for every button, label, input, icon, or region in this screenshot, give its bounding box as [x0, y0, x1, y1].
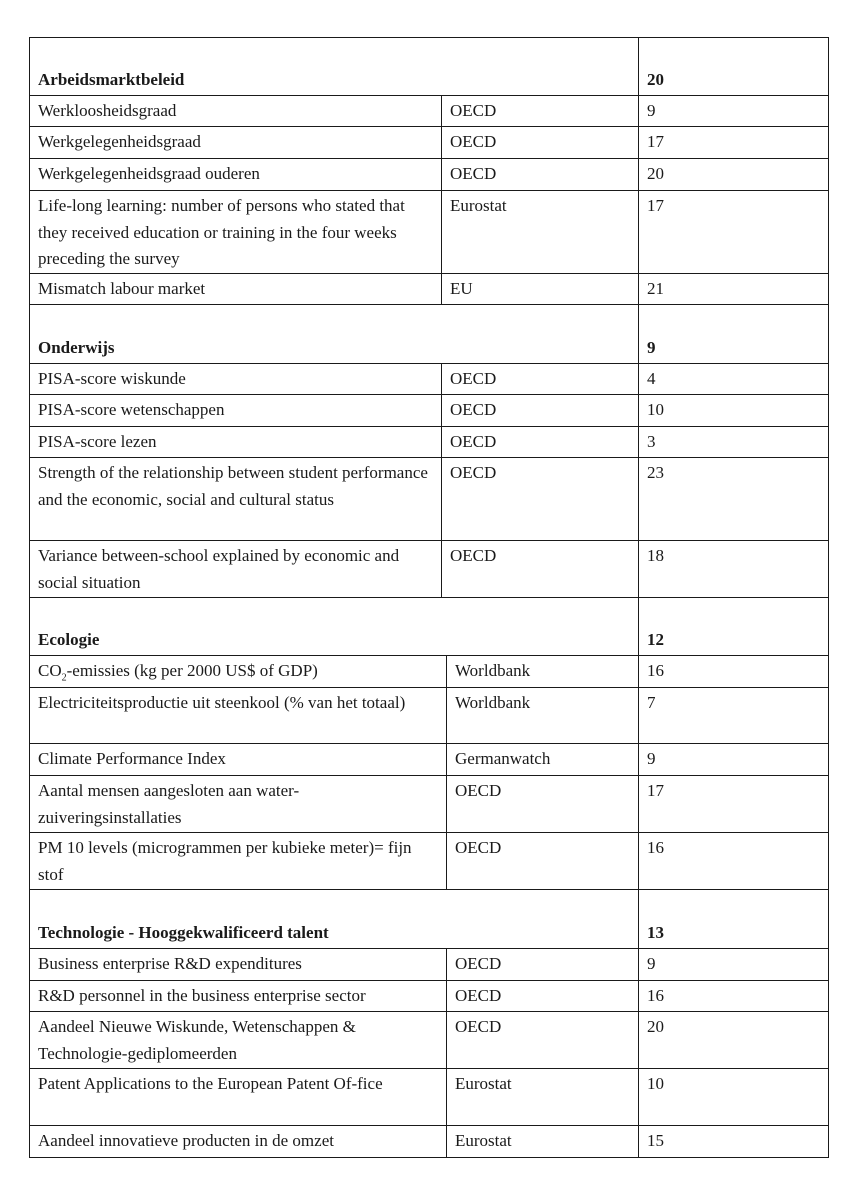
- rank-cell: 10: [647, 1074, 664, 1093]
- indicator-cell: Aandeel Nieuwe Wiskunde, Wetenschappen & Technologie-gediplomeerden: [30, 1012, 447, 1068]
- indicator-cell: PISA-score wiskunde: [30, 364, 442, 394]
- section-score: 20: [647, 69, 664, 89]
- source-cell: EU: [442, 274, 639, 304]
- source-cell: OECD: [442, 96, 639, 126]
- table-row: [30, 95, 828, 126]
- section-title: Onderwijs: [30, 305, 639, 363]
- source-cell: OECD: [447, 1012, 639, 1068]
- indicator-cell: PISA-score wetenschappen: [30, 395, 442, 426]
- rank-cell: 17: [647, 132, 664, 151]
- table-row: [30, 158, 828, 190]
- table-row: [30, 273, 828, 304]
- rank-cell: 20: [647, 1017, 664, 1036]
- rank-cell: 9: [647, 954, 656, 973]
- table-row: [30, 540, 828, 597]
- source-cell: OECD: [442, 427, 639, 457]
- indicator-cell: [30, 656, 447, 687]
- rank-cell: 23: [647, 463, 664, 482]
- rank-cell: 18: [647, 546, 664, 565]
- co2-subscript: 2: [61, 672, 67, 684]
- section-title: Ecologie: [30, 598, 639, 655]
- indicator-cell: PM 10 levels (microgrammen per kubieke meter)= fijn stof: [30, 833, 447, 889]
- table-row: [30, 426, 828, 457]
- rank-cell: 17: [647, 781, 664, 800]
- section-score: 12: [647, 629, 664, 649]
- section-score: 13: [647, 922, 664, 942]
- indicator-cell: Life-long learning: number of persons who stated that they received education or training in the four weeks preceding the survey: [30, 191, 442, 273]
- source-cell: OECD: [447, 981, 639, 1011]
- section-title: Technologie - Hooggekwalificeerd talent: [30, 890, 639, 948]
- source-cell: OECD: [442, 395, 639, 426]
- source-cell: OECD: [442, 458, 639, 540]
- table-row: [30, 743, 828, 775]
- indicator-cell: Werkgelegenheidsgraad: [30, 127, 442, 158]
- indicator-cell: Business enterprise R&D expenditures: [30, 949, 447, 980]
- table-row: [30, 1068, 828, 1125]
- indicator-cell: Mismatch labour market: [30, 274, 442, 304]
- table-row: [30, 655, 828, 687]
- table-row: [30, 1011, 828, 1068]
- source-cell: OECD: [442, 159, 639, 190]
- source-cell: OECD: [447, 776, 639, 832]
- rank-cell: 7: [647, 693, 656, 712]
- table-row: [30, 363, 828, 394]
- source-cell: Worldbank: [447, 688, 639, 743]
- rank-cell: 4: [647, 369, 656, 388]
- indicator-cell: Aantal mensen aangesloten aan water-zuiveringsinstallaties: [30, 776, 447, 832]
- section-score: 9: [647, 337, 656, 357]
- co2-prefix: CO: [38, 661, 62, 680]
- source-cell: OECD: [442, 127, 639, 158]
- source-cell: Germanwatch: [447, 744, 639, 775]
- source-cell: OECD: [442, 541, 639, 597]
- rank-cell: 17: [647, 196, 664, 215]
- source-cell: OECD: [447, 949, 639, 980]
- source-cell: OECD: [447, 833, 639, 889]
- indicator-cell: R&D personnel in the business enterprise sector: [30, 981, 447, 1011]
- rank-cell: 3: [647, 432, 656, 451]
- indicator-table: [29, 37, 829, 1158]
- indicator-cell: Patent Applications to the European Patent Of-fice: [30, 1069, 447, 1125]
- section-title: Arbeidsmarktbeleid: [30, 38, 639, 95]
- section-header-row: [30, 597, 828, 655]
- table-row: [30, 126, 828, 158]
- indicator-cell: Werkgelegenheidsgraad ouderen: [30, 159, 442, 190]
- source-cell: Eurostat: [442, 191, 639, 273]
- table-row: [30, 775, 828, 832]
- indicator-cell: Aandeel innovatieve producten in de omzet: [30, 1126, 447, 1157]
- section-header-row: [30, 889, 828, 948]
- rank-cell: 10: [647, 400, 664, 419]
- table-row: [30, 190, 828, 273]
- rank-cell: 15: [647, 1131, 664, 1150]
- table-row: [30, 948, 828, 980]
- co2-suffix: -emissies (kg per 2000 US$ of GDP): [66, 661, 318, 680]
- table-row: [30, 832, 828, 889]
- table-row: [30, 1125, 828, 1157]
- source-cell: Eurostat: [447, 1126, 639, 1157]
- indicator-cell: PISA-score lezen: [30, 427, 442, 457]
- rank-cell: 9: [647, 101, 656, 120]
- section-header-row: [30, 304, 828, 363]
- rank-cell: 20: [647, 164, 664, 183]
- indicator-cell: Werkloosheidsgraad: [30, 96, 442, 126]
- rank-cell: 9: [647, 749, 656, 768]
- table-row: [30, 457, 828, 540]
- source-cell: Worldbank: [447, 656, 639, 687]
- indicator-cell: Climate Performance Index: [30, 744, 447, 775]
- indicator-cell: Variance between-school explained by economic and social situation: [30, 541, 442, 597]
- rank-cell: 16: [647, 838, 664, 857]
- rank-cell: 21: [647, 279, 664, 298]
- indicator-cell: Electriciteitsproductie uit steenkool (% van het totaal): [30, 688, 447, 743]
- table-row: [30, 687, 828, 743]
- section-header-row: [30, 38, 828, 95]
- table-row: [30, 394, 828, 426]
- rank-cell: 16: [647, 661, 664, 680]
- table-row: [30, 980, 828, 1011]
- source-cell: OECD: [442, 364, 639, 394]
- indicator-cell: Strength of the relationship between student performance and the economic, social and cultural status: [30, 458, 442, 540]
- rank-cell: 16: [647, 986, 664, 1005]
- source-cell: Eurostat: [447, 1069, 639, 1125]
